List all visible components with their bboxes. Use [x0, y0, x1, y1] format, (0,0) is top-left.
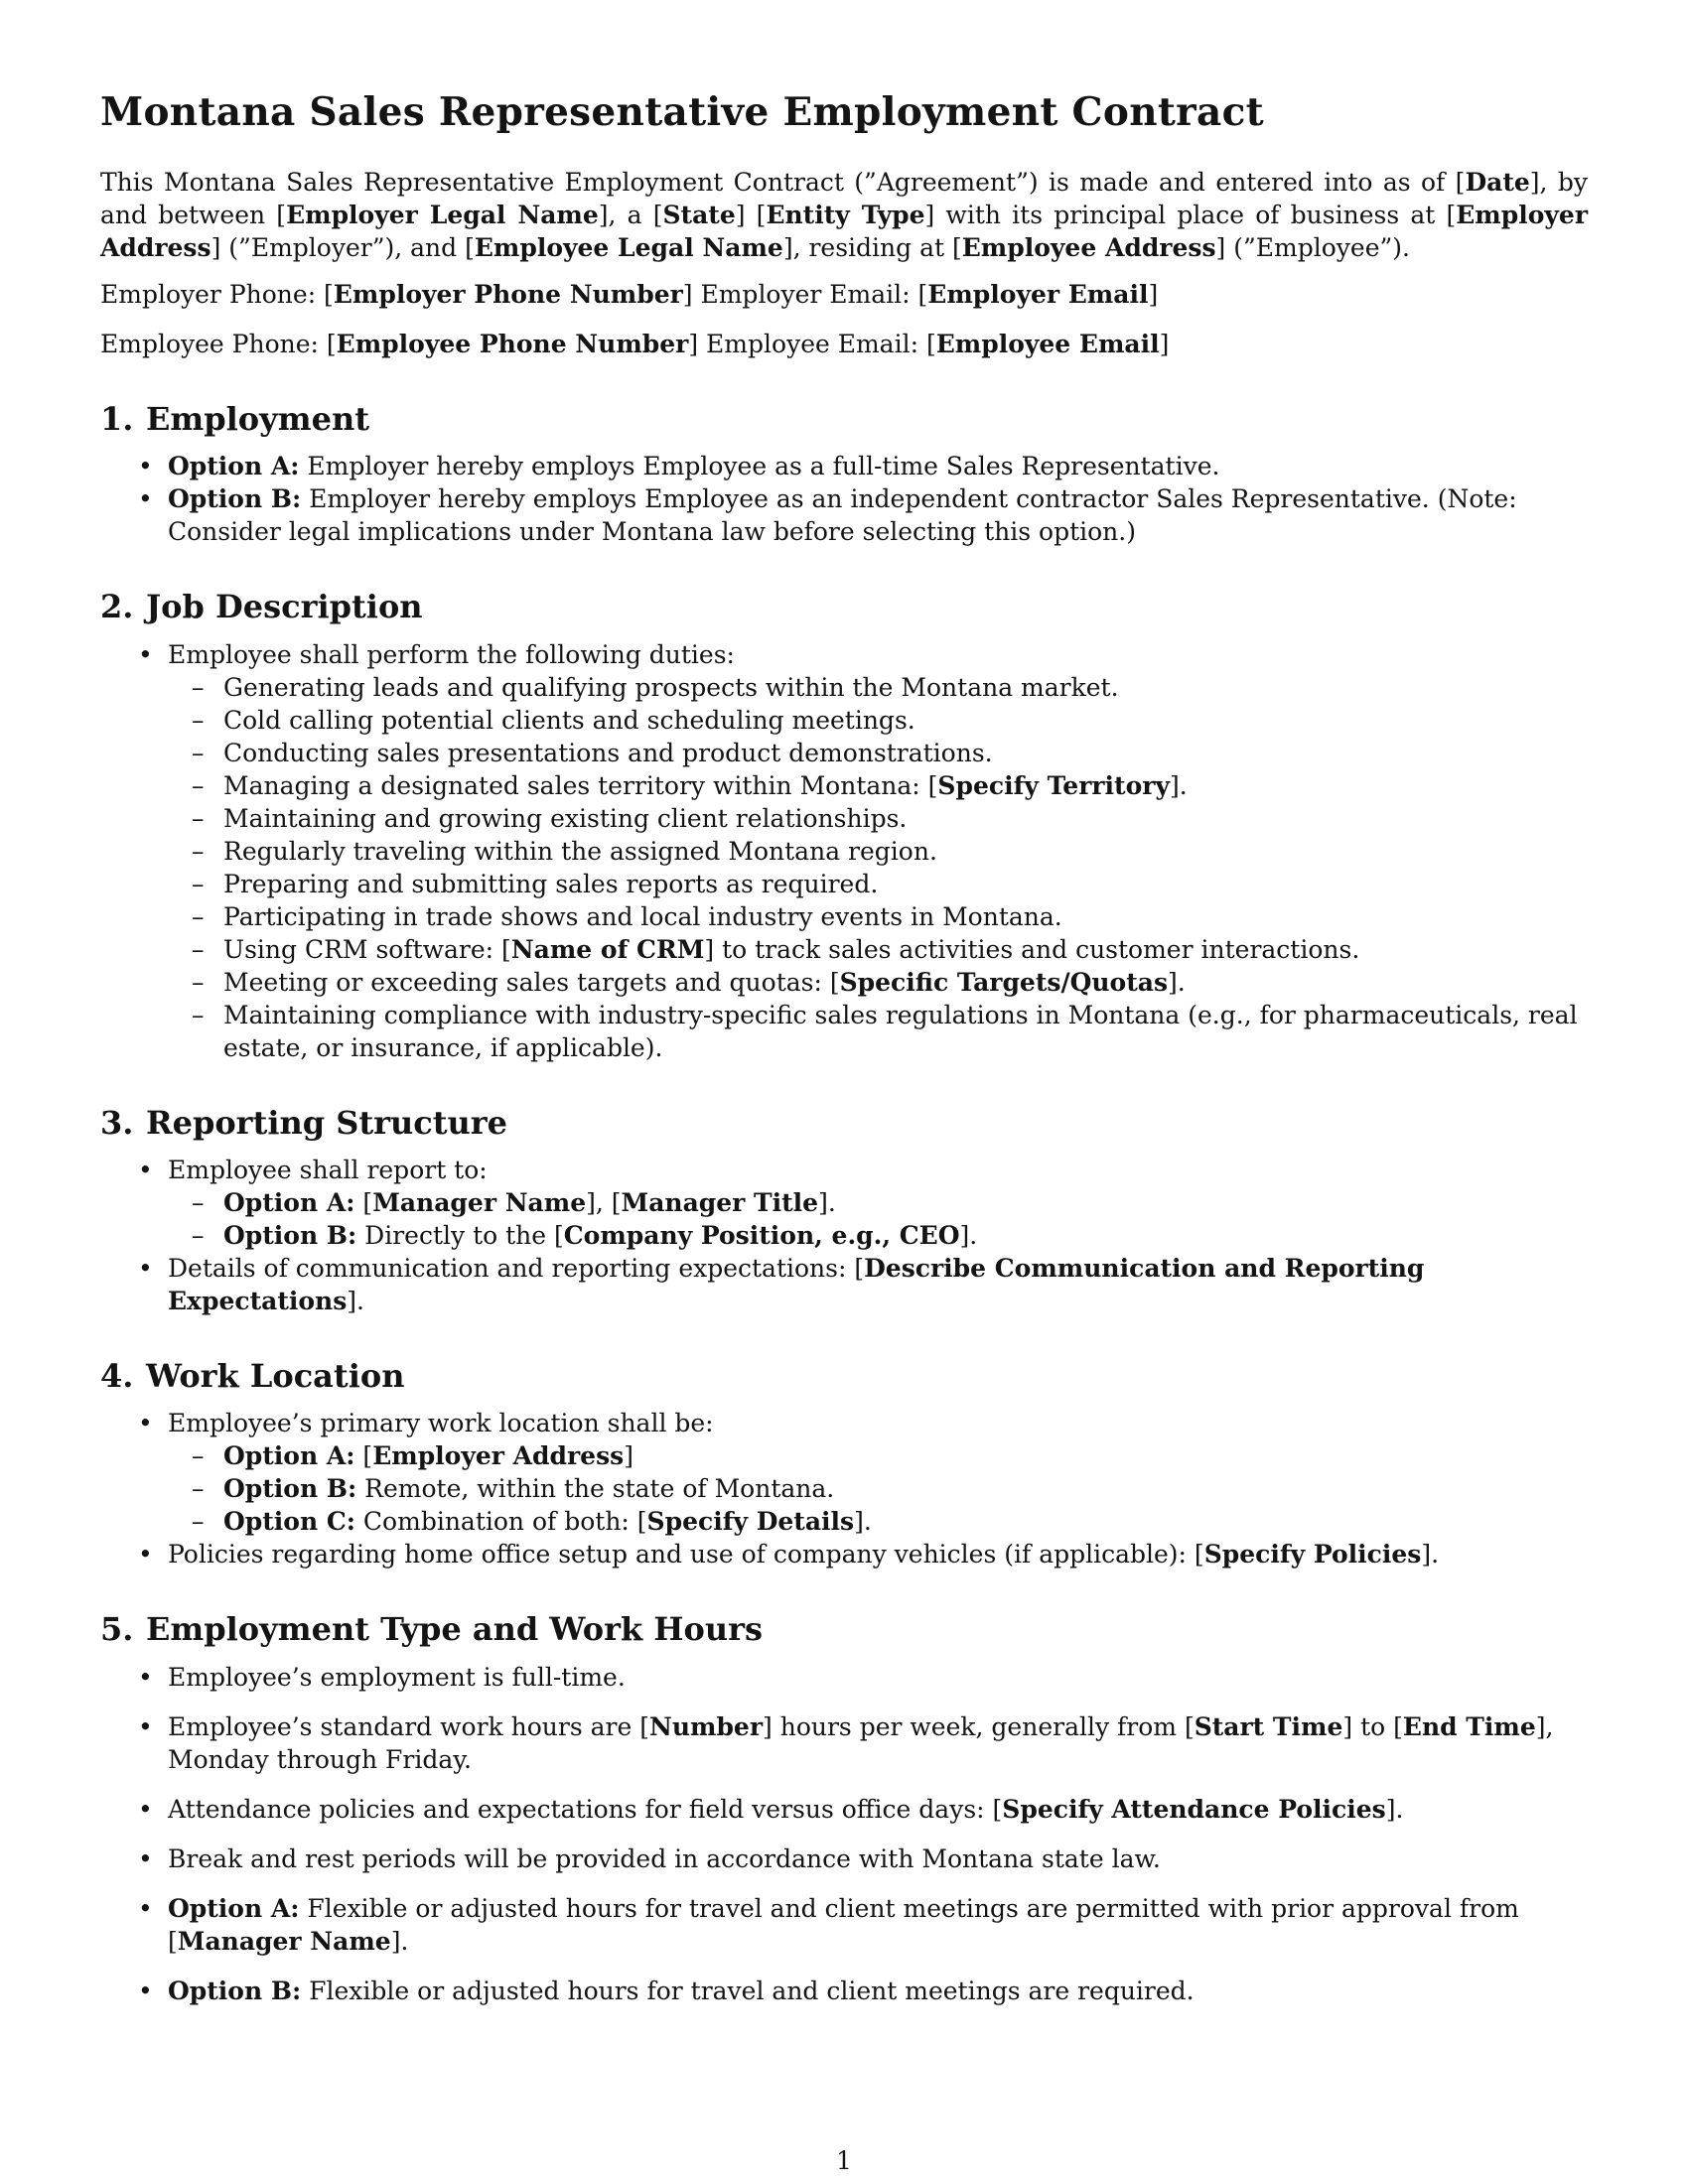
option-label: Option C:	[223, 1507, 355, 1537]
section-title: Employment Type and Work Hours	[146, 1610, 763, 1649]
option-text: ]	[624, 1441, 634, 1471]
employer-name-placeholder: Employer Legal Name	[286, 200, 599, 229]
territory-placeholder: Specify Territory	[937, 770, 1170, 800]
employer-phone-label: Employer Phone: [	[100, 279, 334, 309]
work-location-list	[100, 1407, 1588, 1570]
duty-item: – Cold calling potential clients and scheduling meetings.	[162, 704, 1588, 737]
duty-text: Managing a designated sales territory within Montana: [	[223, 770, 938, 800]
duty-text: Meeting or exceeding sales targets and quotas: [	[223, 967, 840, 997]
section-title: Work Location	[146, 1356, 405, 1395]
option-text: [	[354, 1441, 373, 1471]
option-item	[162, 1186, 1588, 1219]
end-time-placeholder: End Time	[1402, 1711, 1536, 1741]
list-item	[100, 1975, 1588, 2007]
list-lead-text: Employee’s primary work location shall be:	[168, 1409, 714, 1438]
targets-placeholder: Specific Targets/Quotas	[839, 967, 1169, 997]
intro-text: ] [	[735, 200, 767, 229]
list-text: ].	[347, 1286, 364, 1315]
duty-item: – Maintaining and growing existing client relationships.	[162, 802, 1588, 835]
page-number: 1	[836, 2146, 852, 2175]
option-text: ], [	[586, 1187, 622, 1217]
communication-expectations-placeholder: Describe Communication and Reporting Expectations	[168, 1253, 1425, 1315]
duty-text: ] to track sales activities and customer interactions.	[704, 934, 1360, 964]
date-placeholder: Date	[1465, 167, 1530, 197]
list-item	[100, 450, 1588, 482]
section-heading-reporting-structure	[100, 1104, 1588, 1142]
option-label: Option B:	[223, 1220, 357, 1250]
section-title: Employment	[146, 399, 369, 438]
duty-text: ].	[1168, 967, 1186, 997]
option-text: ].	[854, 1507, 872, 1537]
section-title: Job Description	[146, 588, 423, 626]
intro-text: ] with its principal place of business at [	[924, 200, 1457, 229]
duty-item: – Preparing and submitting sales reports as required.	[162, 868, 1588, 900]
job-description-list	[100, 638, 1588, 1064]
option-text: ].	[818, 1187, 836, 1217]
option-text: Remote, within the state of Montana.	[356, 1474, 835, 1504]
intro-paragraph	[100, 166, 1588, 264]
reporting-list	[100, 1154, 1588, 1317]
state-placeholder: State	[662, 200, 736, 229]
list-item: • Employee’s employment is full-time.	[100, 1661, 1588, 1694]
attendance-policies-placeholder: Specify Attendance Policies	[1002, 1794, 1386, 1824]
policies-placeholder: Specify Policies	[1203, 1540, 1422, 1570]
list-item	[100, 482, 1588, 548]
duty-item	[162, 966, 1588, 999]
duty-item: – Generating leads and qualifying prospects within the Montana market.	[162, 671, 1588, 704]
employer-address-placeholder: Employer Address	[100, 200, 1588, 262]
employee-contact-line	[100, 328, 1588, 360]
section-heading-employment-type	[100, 1610, 1588, 1648]
bracket-close: ]	[1148, 279, 1159, 309]
work-hours-list	[100, 1661, 1588, 2007]
list-text: ] hours per week, generally from [	[763, 1711, 1195, 1741]
employer-phone-placeholder: Employer Phone Number	[333, 279, 683, 309]
option-text: Combination of both: [	[354, 1507, 647, 1537]
intro-text: This Montana Sales Representative Employment Contract (”Agreement”) is made and entered into as of [	[100, 167, 1466, 197]
employee-email-placeholder: Employee Email	[935, 329, 1160, 358]
option-text: Employer hereby employs Employee as a full-time Sales Representative.	[299, 452, 1220, 481]
list-text: ].	[1385, 1794, 1404, 1824]
entity-type-placeholder: Entity Type	[766, 200, 925, 229]
bracket-close: ]	[1159, 329, 1170, 358]
employer-contact-line	[100, 278, 1588, 311]
duty-item: – Participating in trade shows and local industry events in Montana.	[162, 900, 1588, 933]
section-heading-work-location	[100, 1357, 1588, 1395]
duty-item: – Conducting sales presentations and product demonstrations.	[162, 737, 1588, 769]
duty-item: – Regularly traveling within the assigned Montana region.	[162, 835, 1588, 868]
list-item: • Break and rest periods will be provided in accordance with Montana state law.	[100, 1843, 1588, 1875]
company-position-placeholder: Company Position, e.g., CEO	[563, 1220, 960, 1250]
list-item	[100, 1154, 1588, 1252]
intro-text: ] (”Employee”).	[1215, 232, 1410, 262]
manager-title-placeholder: Manager Title	[621, 1187, 819, 1217]
option-label: Option B:	[168, 484, 302, 514]
option-text: Employer hereby employs Employee as an independent contractor Sales Representative. (Note: Consider legal implications under Montana law before selecting this option.)	[168, 484, 1517, 547]
option-label: Option A:	[168, 1893, 300, 1923]
option-text: ].	[959, 1220, 978, 1250]
section-number: 5.	[100, 1610, 134, 1649]
details-placeholder: Specify Details	[646, 1507, 855, 1537]
location-options-list	[162, 1439, 1588, 1538]
list-text: Attendance policies and expectations for field versus office days: [	[168, 1794, 1003, 1824]
intro-text: ], a [	[598, 200, 663, 229]
duty-text: Using CRM software: [	[223, 934, 511, 964]
list-item	[100, 1407, 1588, 1538]
document-title: Montana Sales Representative Employment Contract	[100, 89, 1264, 135]
employer-address-placeholder: Employer Address	[372, 1441, 625, 1471]
duty-item	[162, 933, 1588, 966]
employer-email-placeholder: Employer Email	[927, 279, 1149, 309]
employer-email-label: ] Employer Email: [	[682, 279, 928, 309]
manager-name-placeholder: Manager Name	[177, 1926, 391, 1956]
start-time-placeholder: Start Time	[1194, 1711, 1343, 1741]
option-item	[162, 1219, 1588, 1252]
document-page	[100, 79, 1588, 2024]
list-text: ].	[1421, 1540, 1440, 1570]
intro-text: ], residing at [	[782, 232, 962, 262]
section-title: Reporting Structure	[146, 1103, 508, 1142]
option-text: [	[354, 1187, 373, 1217]
section-heading-job-description	[100, 588, 1588, 625]
list-item	[100, 1710, 1588, 1776]
reporting-options-list	[162, 1186, 1588, 1252]
option-label: Option B:	[168, 1976, 302, 2005]
employee-email-label: ] Employee Email: [	[688, 329, 936, 358]
section-number: 4.	[100, 1356, 134, 1395]
duty-item: – Maintaining compliance with industry-specific sales regulations in Montana (e.g., for pharmaceuticals, real estate, or insurance, if applicable).	[162, 999, 1588, 1064]
list-text: ] to [	[1342, 1711, 1403, 1741]
section-number: 2.	[100, 588, 134, 626]
option-label: Option A:	[223, 1187, 355, 1217]
option-item	[162, 1472, 1588, 1505]
list-text: ], Monday through Friday.	[168, 1711, 1554, 1774]
duty-text: ].	[1169, 770, 1188, 800]
option-label: Option A:	[223, 1441, 355, 1471]
section-heading-employment	[100, 400, 1588, 438]
employment-options-list	[100, 450, 1588, 548]
list-lead-text: Employee shall report to:	[168, 1155, 488, 1184]
employee-phone-label: Employee Phone: [	[100, 329, 337, 358]
list-item	[100, 1538, 1588, 1570]
section-number: 3.	[100, 1103, 134, 1142]
option-label: Option A:	[168, 452, 300, 481]
list-text: Policies regarding home office setup and use of company vehicles (if applicable): [	[168, 1540, 1204, 1570]
hours-number-placeholder: Number	[648, 1711, 764, 1741]
option-text: Flexible or adjusted hours for travel and client meetings are permitted with prior approval from [	[168, 1893, 1519, 1956]
duties-list	[162, 671, 1588, 1064]
list-item	[100, 1892, 1588, 1958]
employee-phone-placeholder: Employee Phone Number	[336, 329, 689, 358]
list-text: Details of communication and reporting expectations: [	[168, 1253, 865, 1283]
list-item	[100, 1793, 1588, 1826]
employee-address-placeholder: Employee Address	[961, 232, 1216, 262]
list-item	[100, 638, 1588, 1064]
manager-name-placeholder: Manager Name	[372, 1187, 587, 1217]
option-text: Flexible or adjusted hours for travel and client meetings are required.	[301, 1976, 1195, 2005]
section-number: 1.	[100, 399, 134, 438]
list-lead-text: Employee shall perform the following duties:	[168, 639, 735, 669]
intro-text: ] (”Employer”), and [	[211, 232, 475, 262]
option-item	[162, 1505, 1588, 1538]
list-text: Employee’s standard work hours are [	[168, 1711, 649, 1741]
option-text: ].	[390, 1926, 409, 1956]
crm-placeholder: Name of CRM	[510, 934, 705, 964]
option-text: Directly to the [	[356, 1220, 564, 1250]
employee-name-placeholder: Employee Legal Name	[474, 232, 783, 262]
list-item	[100, 1252, 1588, 1317]
option-label: Option B:	[223, 1474, 357, 1504]
option-item	[162, 1439, 1588, 1472]
intro-text: ], by and between [	[100, 167, 1588, 229]
duty-item	[162, 769, 1588, 802]
